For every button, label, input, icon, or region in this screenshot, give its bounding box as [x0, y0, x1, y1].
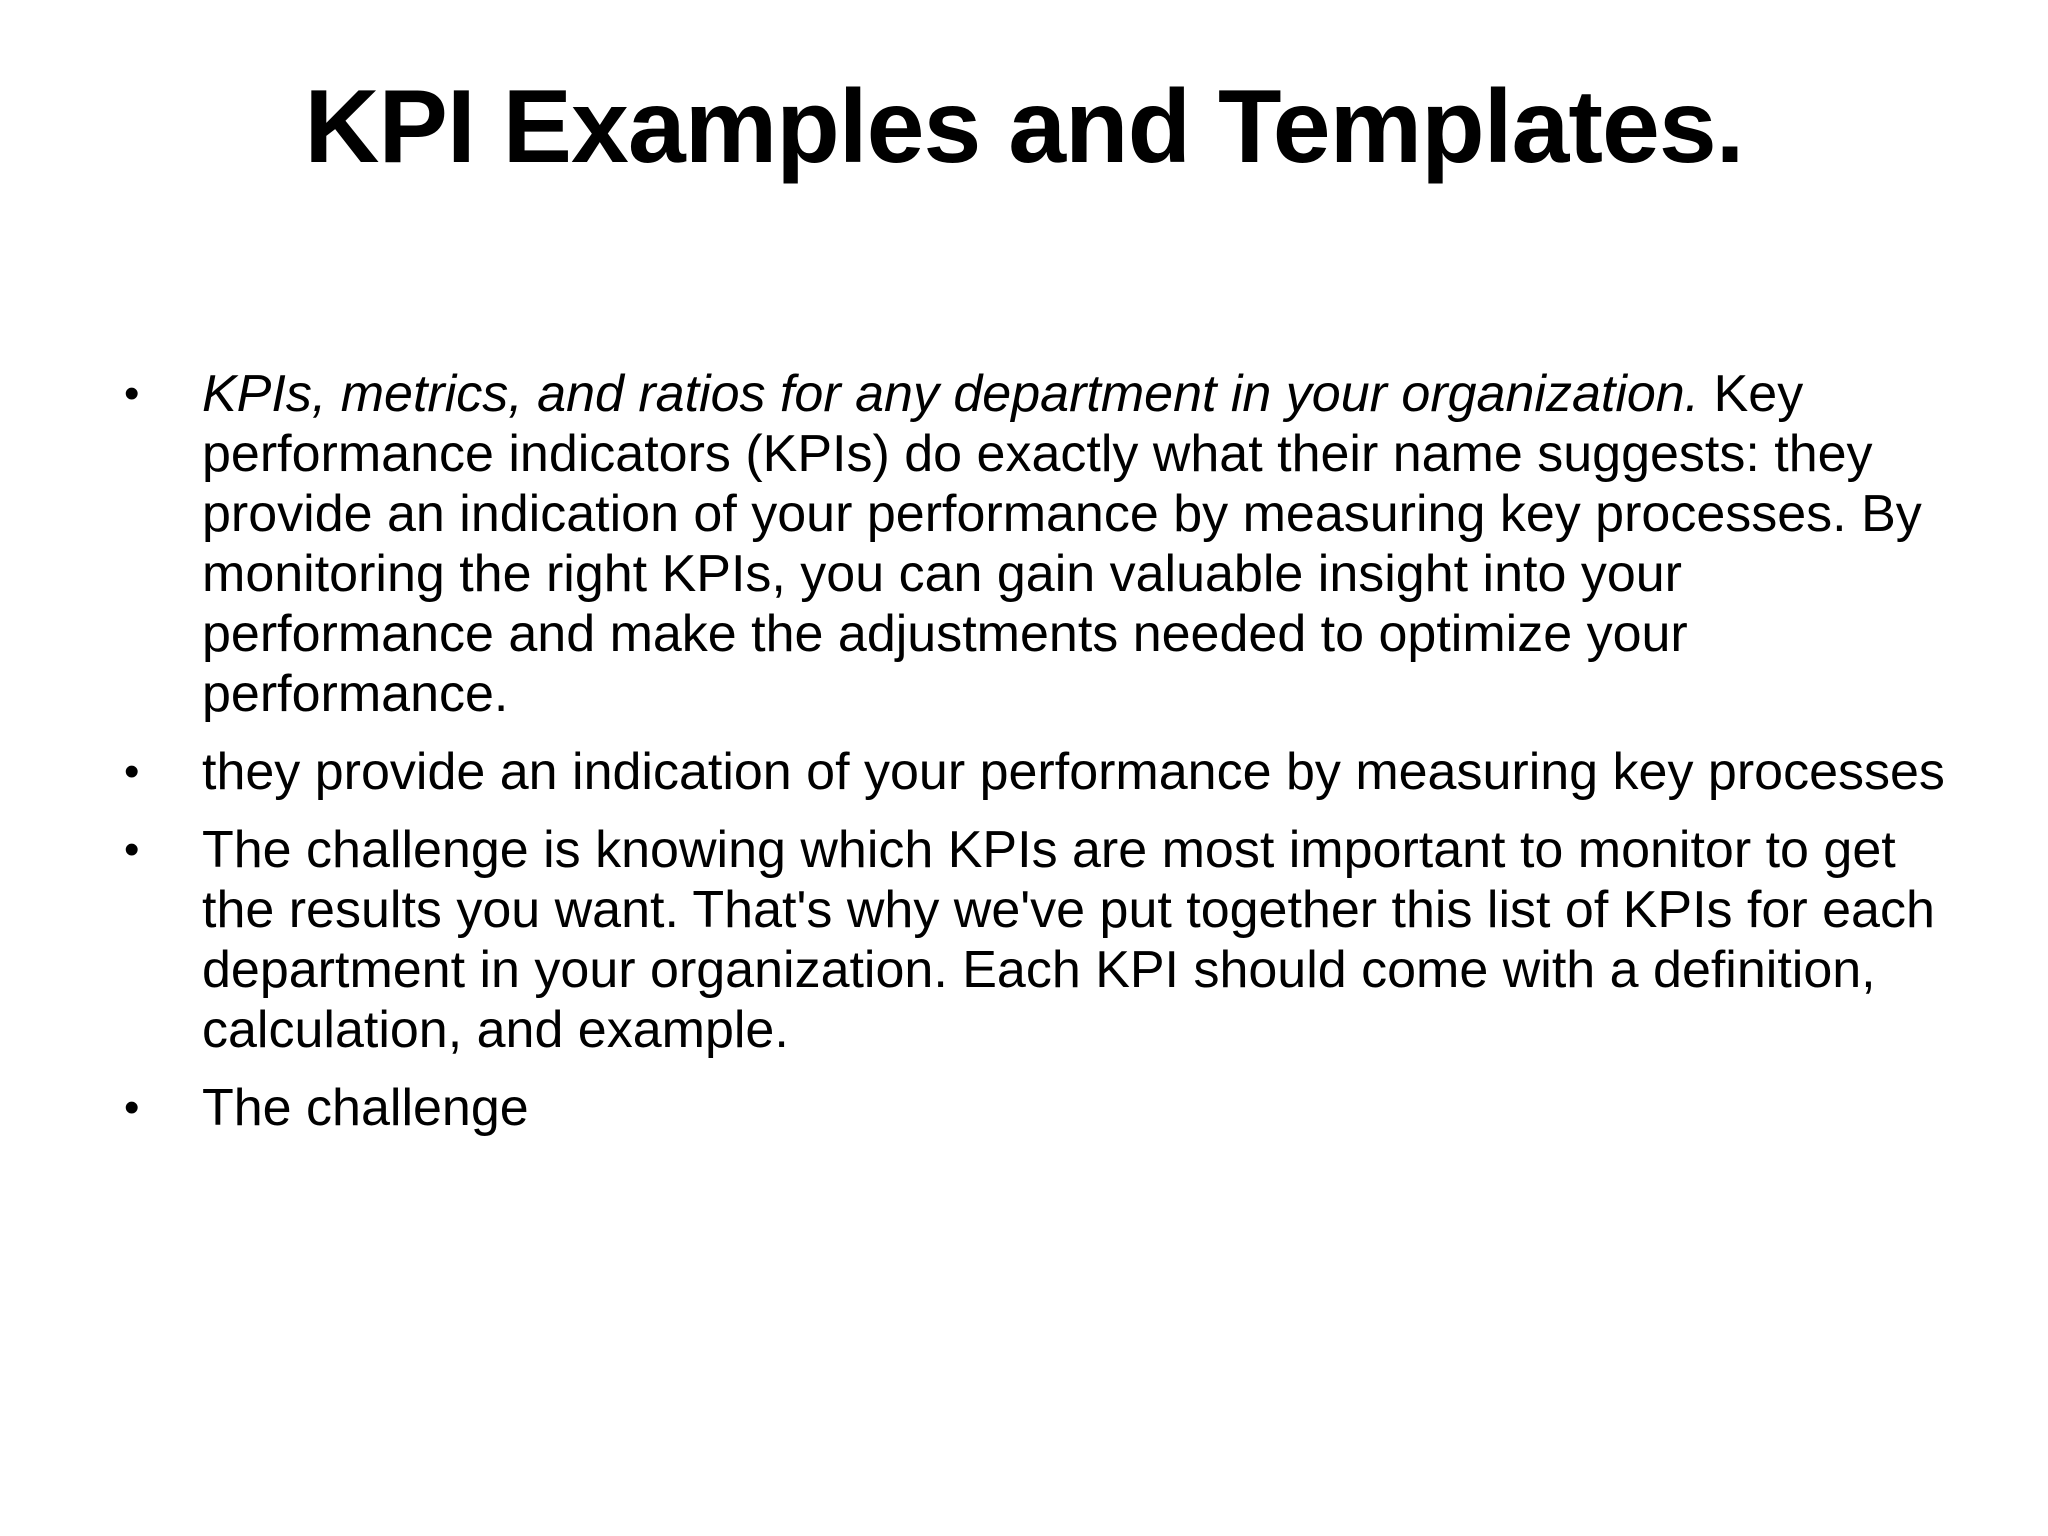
bullet-item-4: [120, 1078, 1980, 1138]
bullet-item-3: [120, 820, 1980, 1060]
bullet-item-1: [120, 364, 1980, 724]
bullet-body: Key performance indicators (KPIs) do exactly what their name suggests: they provide an indication of your performance by measuring key processes. By monitoring the right KPIs, you can gain valuable insight into your performance and make the adjustments needed to optimize your performance.: [202, 365, 1922, 723]
bullet-text: they provide an indication of your performance by measuring key processes: [202, 743, 1945, 801]
bullet-text: The challenge: [202, 1079, 529, 1137]
bullet-icon: •: [124, 369, 140, 418]
bullet-lead-italic: KPIs, metrics, and ratios for any department in your organization.: [202, 365, 1700, 423]
bullet-icon: •: [124, 747, 140, 796]
bullet-text: [202, 364, 1980, 724]
bullet-text: The challenge is knowing which KPIs are most important to monitor to get the results you want. That's why we've put together this list of KPIs for each department in your organization. Each KPI should come with a definition, calculation, and example.: [202, 821, 1935, 1059]
bullet-icon: •: [124, 1083, 140, 1132]
slide-title: KPI Examples and Templates.: [304, 69, 1744, 185]
bullet-list: [120, 364, 1980, 1156]
bullet-item-2: [120, 742, 1980, 802]
bullet-icon: •: [124, 825, 140, 874]
